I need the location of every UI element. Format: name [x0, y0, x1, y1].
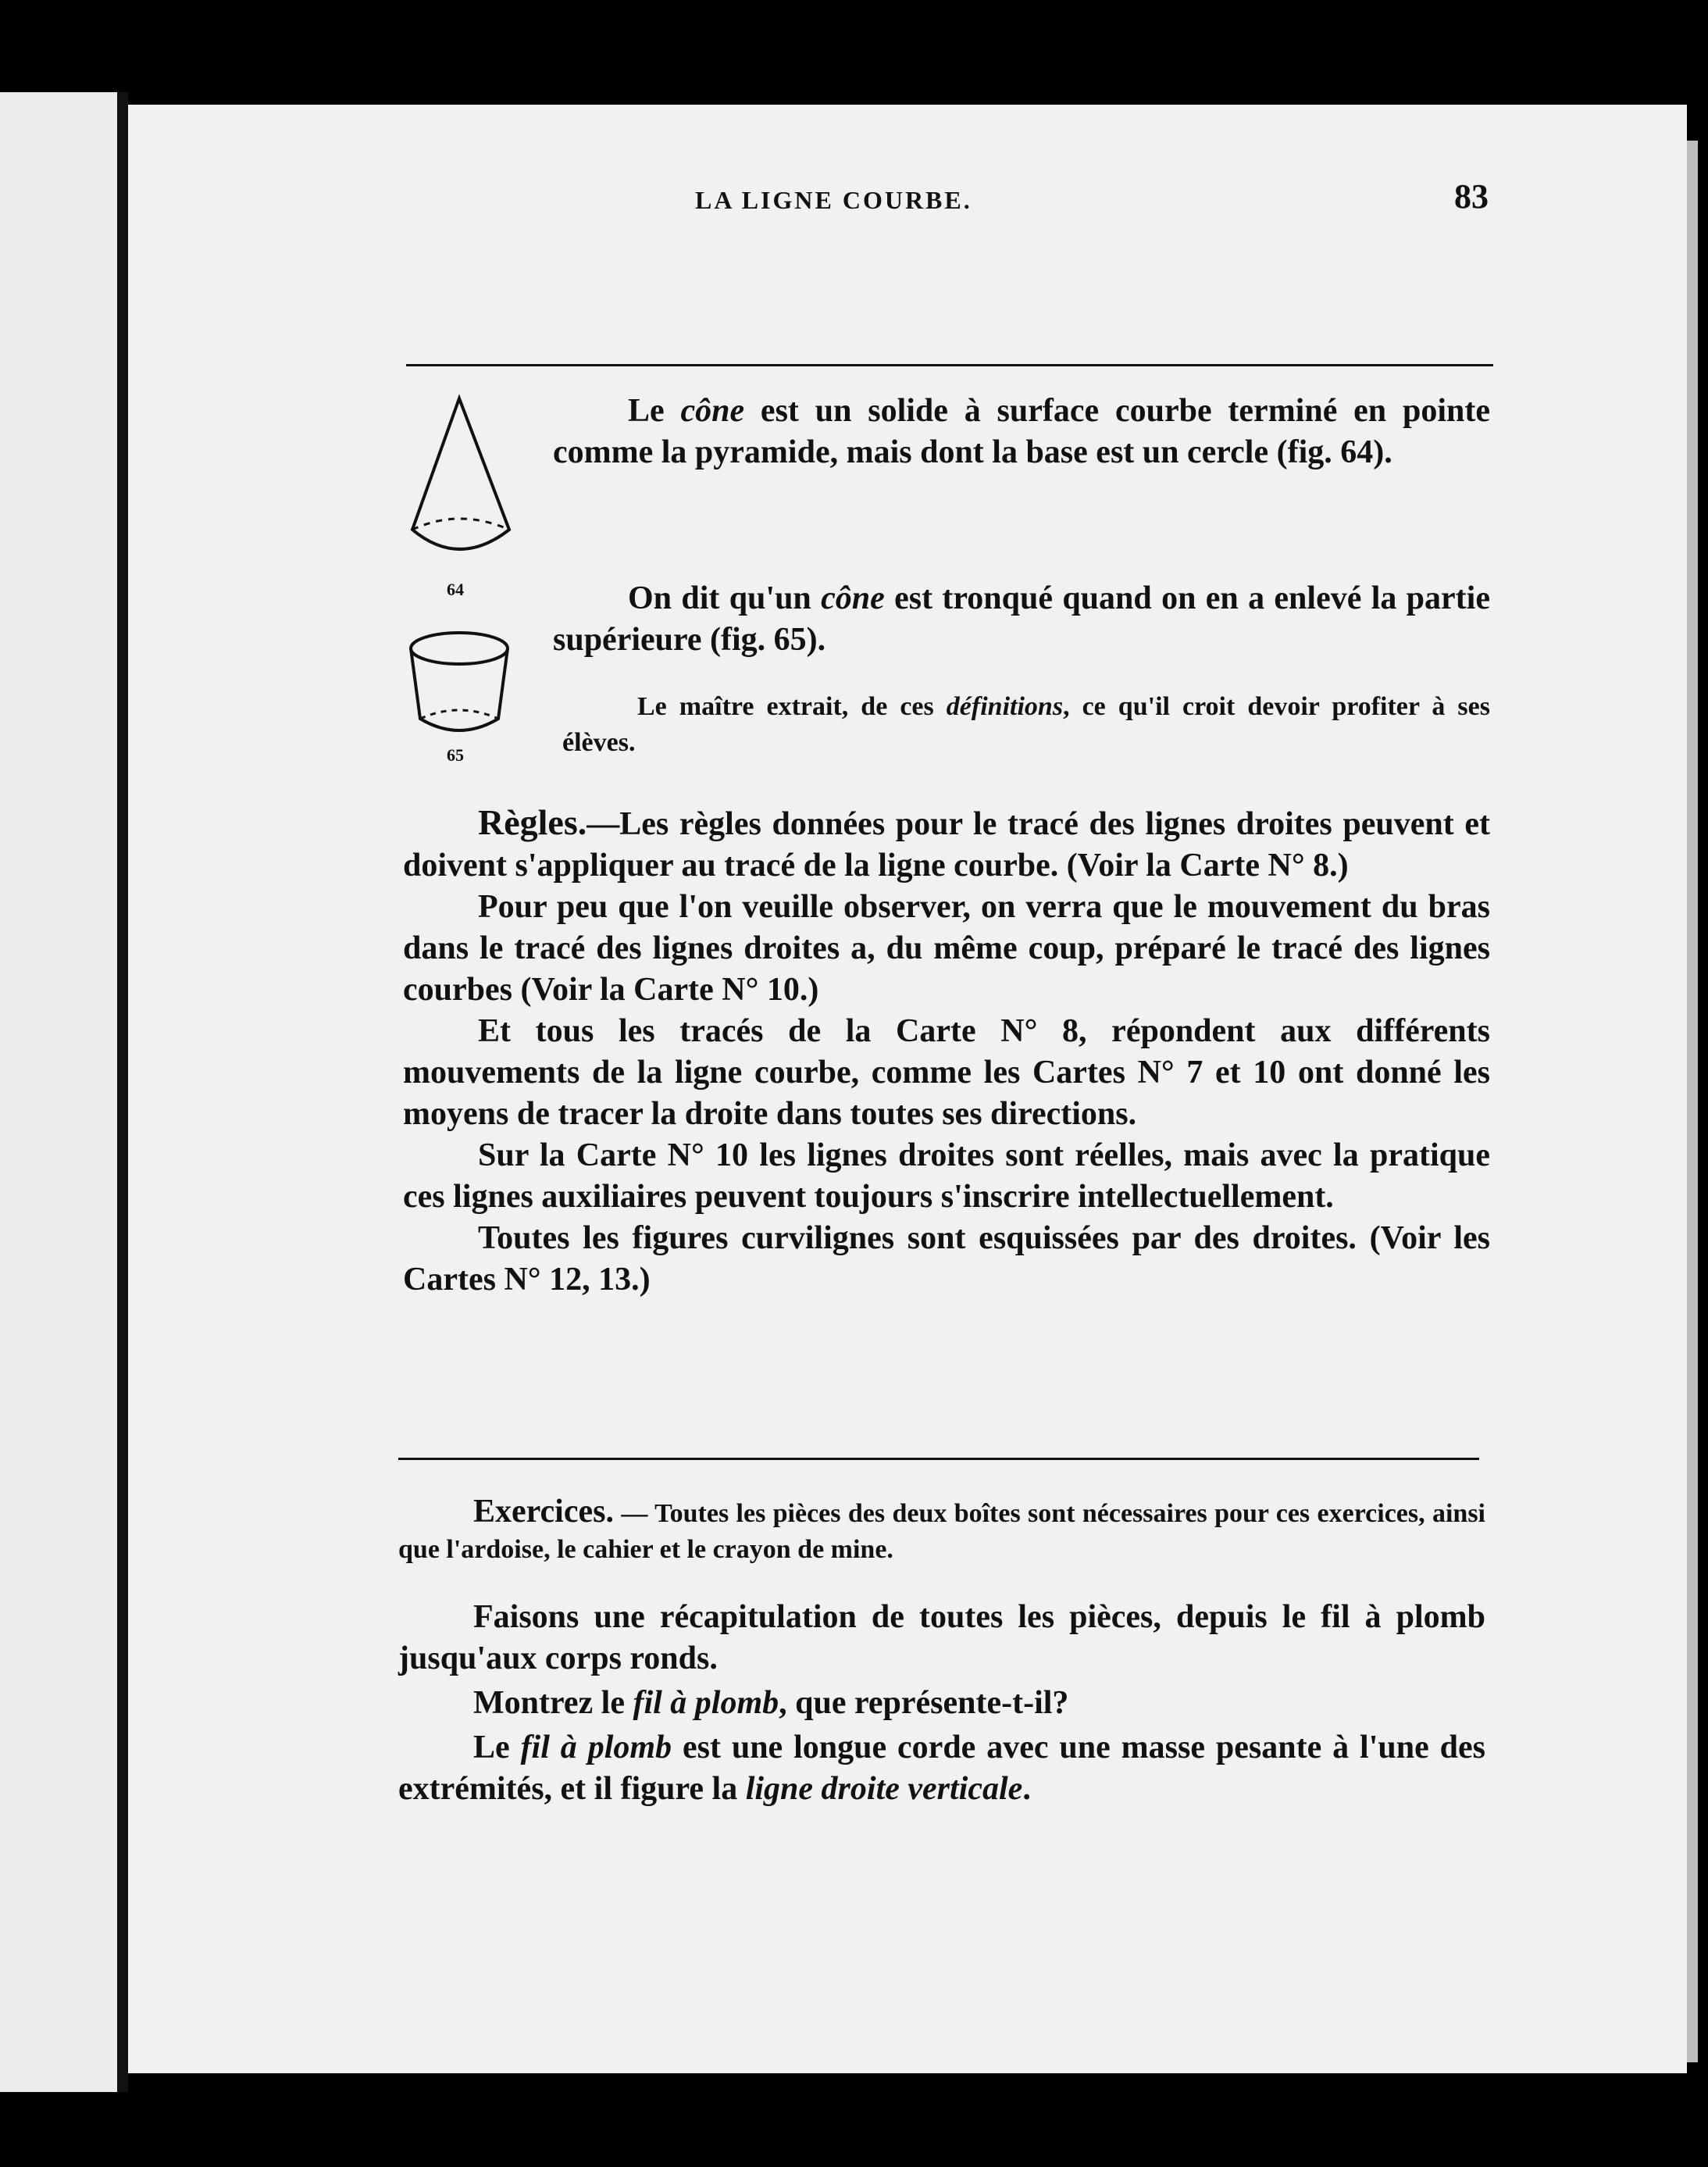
exercises-intro: Exercices. — Toutes les pièces des deux boîtes sont nécessaires pour ces exercices, ainsi que l'ardoise, le cahier et le crayon de mine. [398, 1494, 1485, 1564]
page-number: 83 [1454, 177, 1489, 216]
rules-paragraph-4: Sur la Carte N° 10 les lignes droites sont réelles, mais avec la pratique ces lignes auxiliaires peuvent toujours s'inscrire intellectuellement. [403, 1137, 1490, 1215]
book-gutter [117, 92, 128, 2092]
section-rule [398, 1458, 1479, 1460]
rules-paragraph-5: Toutes les figures curvilignes sont esquissées par des droites. (Voir les Cartes N° 12, 13.) [403, 1220, 1490, 1298]
exercises-section [398, 1597, 1485, 1810]
cone-figure [405, 391, 522, 578]
page-stack-edge [1687, 141, 1698, 2062]
exercises-heading: Exercices. [473, 1494, 614, 1530]
teacher-note: Le maître extrait, de ces définitions, ce qu'il croit devoir profiter à ses élèves. [562, 692, 1490, 757]
exercises-question: Montrez le fil à plomb, que représente-t-il? [473, 1685, 1069, 1721]
header-rule [406, 364, 1493, 366]
rules-paragraph-2: Pour peu que l'on veuille observer, on verra que le mouvement du bras dans le tracé des lignes droites a, du même coup, préparé le tracé des lignes courbes (Voir la Carte N° 10.) [403, 889, 1490, 1008]
exercises-answer: Le fil à plomb est une longue corde avec une masse pesante à l'une des extrémités, et il figure la ligne droite verticale. [398, 1730, 1485, 1807]
figure-64-label: 64 [447, 580, 464, 599]
running-header: LA LIGNE COURBE. [695, 186, 972, 214]
rules-paragraph-3: Et tous les tracés de la Carte N° 8, répondent aux différents mouvements de la ligne courbe, comme les Cartes N° 7 et 10 ont donné les moyens de tracer la droite dans toutes ses directions. [403, 1013, 1490, 1132]
cone-paragraph: Le cône est un solide à surface courbe terminé en pointe comme la pyramide, mais dont la base est un cercle (fig. 64). [553, 393, 1490, 470]
exercises-paragraph-1: Faisons une récapitulation de toutes les pièces, depuis le fil à plomb jusqu'aux corps ronds. [398, 1599, 1485, 1676]
figure-65-label: 65 [447, 745, 464, 765]
rules-heading: Règles. [478, 802, 587, 842]
rules-section: Règles.—Les règles données pour le tracé des lignes droites peuvent et doivent s'appliquer au tracé de la ligne courbe. (Voir la Carte N° 8.) Pour peu que l'on veuille observer, on verra que le mouvement du bras dans le tracé des lignes droites a, du même coup, préparé le tracé des lignes courbes (Voir la Carte N° 10.) Et tous les tracés de la Carte N° 8, répondent aux différents mouvements de la ligne courbe, comme les Cartes N° 7 et 10 ont donné les moyens de tracer la droite dans toutes ses directions. Sur la Carte N° 10 les lignes droites sont réelles, mais avec la pratique ces lignes auxiliaires peuvent toujours s'inscrire intellectuellement. Toutes les figures curvilignes sont esquissées par des droites. (Voir les Cartes N° 12, 13.) [403, 801, 1490, 1301]
previous-page-edge [0, 92, 117, 2092]
frustum-figure [403, 625, 520, 750]
frustum-paragraph: On dit qu'un cône est tronqué quand on en a enlevé la partie supérieure (fig. 65). [553, 580, 1490, 658]
